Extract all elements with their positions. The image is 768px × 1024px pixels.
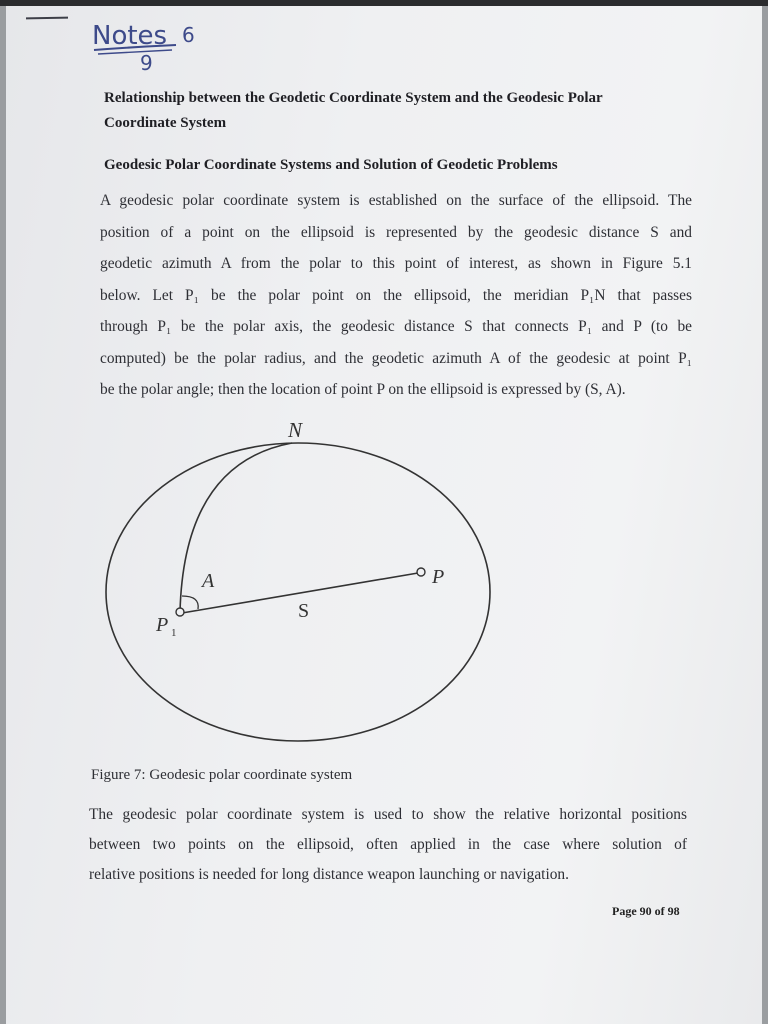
figure-caption: Figure 7: Geodesic polar coordinate system bbox=[91, 767, 353, 783]
target-point bbox=[417, 568, 425, 576]
paragraph-line: The geodesic polar coordinate system is used to show the relative horizontal positions bbox=[89, 806, 687, 823]
page-number: Page 90 of 98 bbox=[612, 904, 680, 918]
paragraph-line: between two points on the ellipsoid, often applied in the case where solution of bbox=[89, 836, 687, 853]
paragraph-line: relative positions is needed for long distance weapon launching or navigation. bbox=[89, 866, 569, 883]
paragraph-line: A geodesic polar coordinate system is established on the surface of the ellipsoid. The bbox=[100, 192, 692, 209]
azimuth-label: A bbox=[202, 570, 215, 592]
section-heading-line-2: Coordinate System bbox=[104, 115, 227, 131]
distance-label: S bbox=[298, 600, 310, 622]
paragraph-line: below. Let P₁ be the polar point on the ellipsoid, the meridian P₁N that passes bbox=[100, 286, 692, 304]
intro-paragraph bbox=[100, 185, 692, 406]
pole-point bbox=[176, 608, 184, 616]
section-heading bbox=[104, 86, 699, 136]
azimuth-arc bbox=[182, 596, 198, 609]
paragraph-line: through P₁ be the polar axis, the geodesic distance S that connects P₁ and P (to be bbox=[100, 318, 692, 335]
point-label: P bbox=[432, 566, 445, 588]
handwritten-notes-annotation bbox=[88, 12, 218, 74]
section-heading-line-1: Relationship between the Geodetic Coordinate System and the Geodesic Polar bbox=[104, 90, 603, 106]
pole-label: P bbox=[156, 614, 169, 636]
closing-paragraph bbox=[89, 800, 687, 890]
handwritten-word: Notes bbox=[92, 21, 168, 51]
handwritten-denominator: 9 bbox=[140, 51, 153, 74]
paragraph-line: position of a point on the ellipsoid is represented by the geodesic distance S and bbox=[100, 223, 692, 241]
ellipsoid-outline bbox=[106, 443, 490, 741]
meridian-curve bbox=[180, 443, 292, 612]
paragraph-line: computed) be the polar radius, and the geodetic azimuth A of the geodesic at point P₁ bbox=[100, 349, 692, 367]
geodesic-polar-figure bbox=[100, 415, 500, 750]
paragraph-line: geodetic azimuth A from the polar to this point of interest, as shown in Figure 5.1 bbox=[100, 255, 692, 272]
handwritten-numerator: 6 bbox=[182, 23, 195, 47]
subsection-heading: Geodesic Polar Coordinate Systems and Solution of Geodetic Problems bbox=[104, 157, 558, 173]
paragraph-line: be the polar angle; then the location of point P on the ellipsoid is expressed by (S, A). bbox=[100, 381, 626, 398]
north-label: N bbox=[288, 418, 303, 442]
pole-subscript: 1 bbox=[171, 627, 177, 639]
top-shadow-edge bbox=[0, 0, 768, 6]
